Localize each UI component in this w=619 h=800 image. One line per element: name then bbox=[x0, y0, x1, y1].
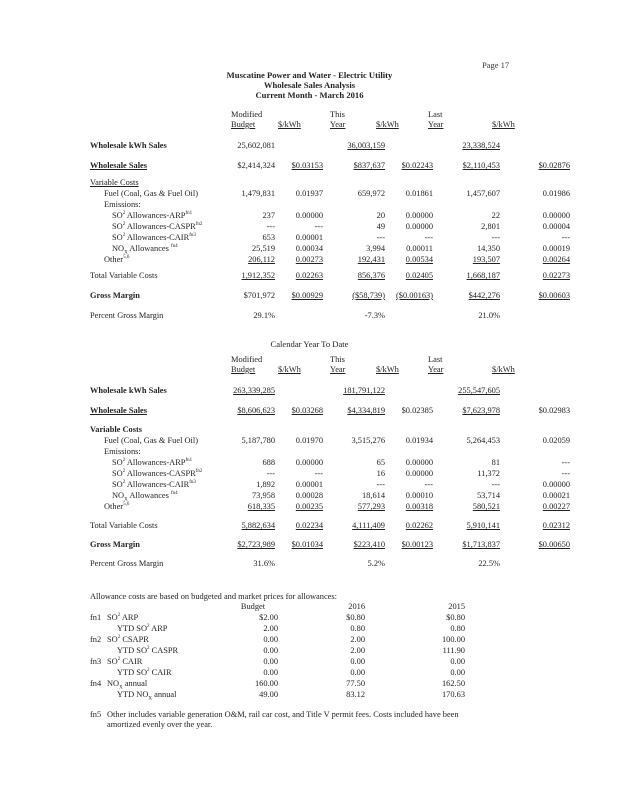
section-label-emissions bbox=[0, 446, 619, 457]
col-header-this-bottom: Year bbox=[330, 120, 346, 129]
cell-budget: 160.00 bbox=[254, 679, 278, 688]
cell-this-per-kwh: --- bbox=[424, 480, 433, 489]
col-header-this-top: This bbox=[330, 355, 345, 364]
cell-last-year: --- bbox=[491, 233, 500, 242]
cell-this-year: $4,334,819 bbox=[347, 406, 385, 415]
allowances-row-label: $SO^2$ CAIR bbox=[107, 657, 143, 666]
allowances-row bbox=[0, 623, 619, 634]
cell-last-per-kwh: 0.02312 bbox=[542, 521, 570, 530]
cell-this-per-kwh: 0.01861 bbox=[405, 189, 433, 198]
table-row-so2-caspr bbox=[0, 221, 619, 232]
cell-budget: 1,479,831 bbox=[241, 189, 275, 198]
cell-budget: 237 bbox=[262, 211, 275, 220]
cell-last-per-kwh: 0.01986 bbox=[542, 189, 570, 198]
cell-budget-per-kwh: 0.02263 bbox=[295, 271, 323, 280]
row-label: Wholesale kWh Sales bbox=[90, 141, 167, 150]
cell-2015: 162.50 bbox=[441, 679, 465, 688]
table-row-kwh-sales bbox=[0, 385, 619, 396]
cell-budget-per-kwh: 0.00028 bbox=[295, 491, 323, 500]
cell-2016: 0.00 bbox=[350, 657, 365, 666]
cell-this-per-kwh: 0.00000 bbox=[405, 469, 433, 478]
table-row-nox bbox=[0, 490, 619, 501]
cell-budget-per-kwh: $0.00929 bbox=[291, 291, 323, 300]
cell-last-per-kwh: 0.00019 bbox=[542, 244, 570, 253]
col-header-budget bbox=[231, 355, 262, 375]
table-row-pct-gross-margin bbox=[0, 310, 619, 321]
row-label: Wholesale Sales bbox=[90, 406, 147, 415]
section-label-emissions bbox=[0, 199, 619, 210]
row-label: $NO_X$ Allowances $^{fn4}$ bbox=[112, 491, 178, 503]
cell-this-year: --- bbox=[376, 480, 385, 489]
cell-last-year: $1,713,837 bbox=[462, 540, 500, 549]
cell-last-per-kwh: 0.02273 bbox=[542, 271, 570, 280]
col-header-budget-bottom: Budget bbox=[231, 120, 256, 129]
cell-this-year: 856,376 bbox=[357, 271, 385, 280]
col-header-per-kwh-1: $/kWh bbox=[278, 365, 301, 374]
cell-budget: --- bbox=[266, 222, 275, 231]
cell-last-year: 1,668,187 bbox=[466, 271, 500, 280]
cell-2016: 2.00 bbox=[350, 635, 365, 644]
row-label: Gross Margin bbox=[90, 540, 140, 549]
cell-this-year: 659,972 bbox=[357, 189, 385, 198]
col-header-budget-bottom: Budget bbox=[231, 365, 256, 374]
row-label: Other$^{5,6}$ bbox=[104, 502, 130, 511]
col-header-per-kwh-2: $/kWh bbox=[376, 120, 399, 129]
col-header-per-kwh-1: $/kWh bbox=[278, 120, 301, 129]
cell-budget: $701,972 bbox=[243, 291, 275, 300]
title-line-1: Muscatine Power and Water - Electric Utility bbox=[226, 70, 393, 80]
row-label: $SO^2$ Allowances-$CASPR^{fn2}$ bbox=[112, 222, 203, 231]
cell-budget-per-kwh: 0.00000 bbox=[295, 211, 323, 220]
col-header-this-bottom: Year bbox=[330, 365, 346, 374]
row-label: $SO^2$ Allowances-$CAIR^{fn3}$ bbox=[112, 233, 196, 242]
cell-this-per-kwh: 0.00000 bbox=[405, 458, 433, 467]
allowances-row bbox=[0, 645, 619, 656]
cell-budget: $8,606,623 bbox=[237, 406, 275, 415]
cell-this-per-kwh: 0.00318 bbox=[405, 502, 433, 511]
cell-2015: 170.63 bbox=[441, 690, 465, 699]
col-header-this-top: This bbox=[330, 110, 345, 119]
cell-2016: 2.00 bbox=[350, 646, 365, 655]
table-row-fuel bbox=[0, 435, 619, 446]
cell-budget-per-kwh: 0.00001 bbox=[295, 480, 323, 489]
cell-budget-per-kwh: 0.00001 bbox=[295, 233, 323, 242]
cell-budget: 618,335 bbox=[247, 502, 275, 511]
row-label: $NO_X$ Allowances $^{fn4}$ bbox=[112, 244, 178, 256]
cell-budget: 206,112 bbox=[248, 255, 275, 264]
allowances-row-label: YTD $SO^2$ ARP bbox=[117, 624, 168, 633]
allowances-row-label: $NO_X$ annual bbox=[107, 679, 148, 691]
cell-last-per-kwh: 0.00004 bbox=[542, 222, 570, 231]
cell-this-year: 16 bbox=[376, 469, 385, 478]
col-header-per-kwh-3: $/kWh bbox=[492, 120, 515, 129]
cell-this-per-kwh: 0.00000 bbox=[405, 222, 433, 231]
cell-this-year: 49 bbox=[376, 222, 385, 231]
allowances-row bbox=[0, 612, 619, 623]
cell-this-year: 65 bbox=[376, 458, 385, 467]
table-row-so2-arp bbox=[0, 457, 619, 468]
cell-last-year: --- bbox=[491, 480, 500, 489]
cell-last-year: 5,264,453 bbox=[466, 436, 500, 445]
cell-budget-per-kwh: --- bbox=[314, 469, 323, 478]
col-header-last-top: Last bbox=[428, 110, 443, 119]
col-header-last-bottom: Year bbox=[428, 365, 444, 374]
cell-this-year: 192,431 bbox=[357, 255, 385, 264]
cell-budget: 73,958 bbox=[251, 491, 275, 500]
col-header-budget-top: Modified bbox=[231, 355, 263, 364]
allowances-row bbox=[0, 656, 619, 667]
cell-budget: 5,882,634 bbox=[241, 521, 275, 530]
cell-budget: 25,602,081 bbox=[237, 141, 275, 150]
cell-budget: 0.00 bbox=[263, 646, 278, 655]
row-label: Total Variable Costs bbox=[90, 271, 158, 280]
cell-2016: 83.12 bbox=[346, 690, 365, 699]
cell-this-year: 5.2% bbox=[367, 559, 385, 568]
cell-this-per-kwh: $0.02385 bbox=[401, 406, 433, 415]
row-label: $SO^2$ Allowances-$CAIR^{fn3}$ bbox=[112, 480, 196, 489]
table-row-total-variable bbox=[0, 270, 619, 281]
cell-last-per-kwh: 0.00000 bbox=[542, 211, 570, 220]
cell-budget: 0.00 bbox=[263, 657, 278, 666]
table-row-total-variable bbox=[0, 520, 619, 531]
cell-budget-per-kwh: $0.03268 bbox=[291, 406, 323, 415]
row-label: Variable Costs bbox=[90, 425, 143, 434]
cell-this-year: $223,410 bbox=[353, 540, 385, 549]
cell-this-per-kwh: 0.00534 bbox=[405, 255, 433, 264]
report-title bbox=[0, 70, 619, 100]
cell-last-year: 1,457,607 bbox=[466, 189, 500, 198]
cell-budget: 0.00 bbox=[263, 635, 278, 644]
cell-budget-per-kwh: 0.02234 bbox=[295, 521, 323, 530]
cell-last-year: 22 bbox=[491, 211, 500, 220]
row-label: Percent Gross Margin bbox=[90, 311, 164, 320]
cell-last-year: 255,547,605 bbox=[458, 386, 500, 395]
cell-budget: 25,519 bbox=[251, 244, 275, 253]
cell-budget: 688 bbox=[262, 458, 275, 467]
cell-budget: 31.6% bbox=[253, 559, 275, 568]
cell-this-per-kwh: 0.00011 bbox=[406, 244, 433, 253]
cell-budget: $2.00 bbox=[259, 613, 278, 622]
cell-last-year: 81 bbox=[491, 458, 500, 467]
col-header-last-top: Last bbox=[428, 355, 443, 364]
cell-last-per-kwh: 0.02059 bbox=[542, 436, 570, 445]
cell-this-year: 18,614 bbox=[361, 491, 385, 500]
cell-last-per-kwh: 0.00227 bbox=[542, 502, 570, 511]
cell-last-year: 11,372 bbox=[477, 469, 500, 478]
row-label: Fuel (Coal, Gas & Fuel Oil) bbox=[104, 436, 198, 445]
row-label: $SO^2$ Allowances-$ARP^{fn1}$ bbox=[112, 211, 193, 220]
cell-last-year: 53,714 bbox=[476, 491, 500, 500]
cell-budget-per-kwh: 0.00235 bbox=[295, 502, 323, 511]
cell-budget: 263,339,285 bbox=[233, 386, 275, 395]
footnote-marker: fn3 bbox=[90, 657, 102, 666]
table-row-other bbox=[0, 254, 619, 265]
cell-last-year: 22.5% bbox=[478, 559, 500, 568]
cell-2015: 0.00 bbox=[450, 657, 465, 666]
cell-this-per-kwh: --- bbox=[424, 233, 433, 242]
table-row-gross-margin bbox=[0, 539, 619, 550]
cell-this-year: 181,791,122 bbox=[343, 386, 385, 395]
cell-last-per-kwh: --- bbox=[561, 233, 570, 242]
footnote-marker: fn5 bbox=[90, 710, 102, 719]
table-row-so2-cair bbox=[0, 479, 619, 490]
allowances-row bbox=[0, 689, 619, 700]
row-label: Fuel (Coal, Gas & Fuel Oil) bbox=[104, 189, 198, 198]
cell-2016: 0.00 bbox=[350, 668, 365, 677]
cell-budget-per-kwh: $0.01034 bbox=[291, 540, 323, 549]
cell-budget: 1,912,352 bbox=[241, 271, 275, 280]
cell-budget-per-kwh: 0.00273 bbox=[295, 255, 323, 264]
allowances-row-label: $SO^2$ CSAPR bbox=[107, 635, 149, 644]
cell-budget: 653 bbox=[262, 233, 275, 242]
cell-budget-per-kwh: --- bbox=[314, 222, 323, 231]
cell-this-per-kwh: $0.00123 bbox=[401, 540, 433, 549]
allowances-row bbox=[0, 634, 619, 645]
cell-this-year: 20 bbox=[376, 211, 385, 220]
cell-2016: 77.50 bbox=[346, 679, 365, 688]
cell-this-year: 3,515,276 bbox=[351, 436, 385, 445]
cell-last-per-kwh: $0.00650 bbox=[538, 540, 570, 549]
cell-this-per-kwh: 0.02262 bbox=[405, 521, 433, 530]
allowances-intro: Allowance costs are based on budgeted and market prices for allowances: bbox=[90, 592, 337, 601]
col-header-per-kwh-2: $/kWh bbox=[376, 365, 399, 374]
footnote-text: Other includes variable generation O&M, rail car cost, and Title V permit fees. Costs included have been amortized evenly over the year. bbox=[107, 710, 459, 729]
cell-last-per-kwh: --- bbox=[561, 469, 570, 478]
footnote-marker: fn2 bbox=[90, 635, 102, 644]
row-label: $SO^2$ Allowances-$ARP^{fn1}$ bbox=[112, 458, 193, 467]
row-label: Gross Margin bbox=[90, 291, 140, 300]
table-row-nox bbox=[0, 243, 619, 254]
page-number: Page 17 bbox=[482, 60, 510, 70]
table-row-sales bbox=[0, 160, 619, 171]
cell-budget: 29.1% bbox=[253, 311, 275, 320]
table-row-so2-caspr bbox=[0, 468, 619, 479]
allowances-header-2015: 2015 bbox=[448, 602, 465, 611]
row-label: Other$^{5,6}$ bbox=[104, 255, 130, 264]
col-header-last-bottom: Year bbox=[428, 120, 444, 129]
allowances-header-budget: Budget bbox=[240, 602, 266, 611]
footnote-marker: fn4 bbox=[90, 679, 102, 688]
table-row-kwh-sales bbox=[0, 140, 619, 151]
cell-2015: 0.80 bbox=[450, 624, 465, 633]
cell-this-year: $837,637 bbox=[353, 161, 385, 170]
col-header-per-kwh-3: $/kWh bbox=[492, 365, 515, 374]
cell-last-per-kwh: 0.00000 bbox=[542, 480, 570, 489]
table-row-so2-arp bbox=[0, 210, 619, 221]
cell-this-year: -7.3% bbox=[364, 311, 385, 320]
cell-last-year: $2,110,453 bbox=[462, 161, 500, 170]
cell-this-per-kwh: $0.02243 bbox=[401, 161, 433, 170]
col-header-budget bbox=[231, 110, 262, 130]
cell-budget: 1,892 bbox=[256, 480, 275, 489]
row-label: Wholesale Sales bbox=[90, 161, 147, 170]
cell-this-year: 577,293 bbox=[357, 502, 385, 511]
col-header-this-year bbox=[330, 110, 345, 130]
title-line-2: Wholesale Sales Analysis bbox=[263, 80, 356, 90]
cell-budget-per-kwh: 0.01937 bbox=[295, 189, 323, 198]
cell-last-year: 580,521 bbox=[472, 502, 500, 511]
cell-budget: 49.00 bbox=[259, 690, 278, 699]
cell-last-year: 5,910,141 bbox=[466, 521, 500, 530]
row-label: Emissions: bbox=[104, 447, 141, 456]
allowances-row-label: YTD $NO_X$ annual bbox=[117, 690, 177, 702]
row-label: Wholesale kWh Sales bbox=[90, 386, 167, 395]
cell-this-year: 36,003,159 bbox=[347, 141, 385, 150]
allowances-row bbox=[0, 667, 619, 678]
table-row-gross-margin bbox=[0, 290, 619, 301]
cell-this-per-kwh: 0.00010 bbox=[405, 491, 433, 500]
cell-this-per-kwh: 0.01934 bbox=[405, 436, 433, 445]
cell-2015: 111.90 bbox=[442, 646, 465, 655]
cell-budget: $2,723,989 bbox=[237, 540, 275, 549]
cell-this-year: ($58,739) bbox=[352, 291, 385, 300]
cell-budget-per-kwh: 0.00000 bbox=[295, 458, 323, 467]
section-label-variable-costs bbox=[0, 424, 619, 435]
row-label: Emissions: bbox=[104, 200, 141, 209]
cell-budget: 0.00 bbox=[263, 668, 278, 677]
row-label: Total Variable Costs bbox=[90, 521, 158, 530]
cell-last-year: $7,623,978 bbox=[462, 406, 500, 415]
cell-last-year: $442,276 bbox=[468, 291, 500, 300]
allowances-header-row bbox=[0, 601, 619, 612]
cell-last-per-kwh: --- bbox=[561, 458, 570, 467]
allowances-header-2016: 2016 bbox=[348, 602, 365, 611]
title-line-3: Current Month - March 2016 bbox=[255, 90, 364, 100]
allowances-row-label: YTD $SO^2$ CASPR bbox=[117, 646, 179, 655]
cell-budget: 2.00 bbox=[263, 624, 278, 633]
cell-last-year: 21.0% bbox=[478, 311, 500, 320]
cell-last-per-kwh: 0.00021 bbox=[542, 491, 570, 500]
cell-this-year: 4,111,409 bbox=[352, 521, 385, 530]
col-header-budget-top: Modified bbox=[231, 110, 263, 119]
footnote-marker: fn1 bbox=[90, 613, 102, 622]
cell-budget-per-kwh: 0.01970 bbox=[295, 436, 323, 445]
cell-2016: $0.80 bbox=[346, 613, 365, 622]
col-header-last-year bbox=[428, 355, 443, 375]
table-row-fuel bbox=[0, 188, 619, 199]
allowances-row-label: $SO^2$ ARP bbox=[107, 613, 139, 622]
cell-this-per-kwh: 0.00000 bbox=[405, 211, 433, 220]
cell-2015: 100.00 bbox=[441, 635, 465, 644]
row-label: Variable Costs bbox=[90, 178, 139, 187]
cell-this-per-kwh: ($0.00163) bbox=[396, 291, 433, 300]
cell-2015: 0.00 bbox=[450, 668, 465, 677]
ytd-section-title: Calendar Year To Date bbox=[270, 339, 349, 349]
table-row-other bbox=[0, 501, 619, 512]
cell-last-year: 193,507 bbox=[472, 255, 500, 264]
cell-2015: $0.80 bbox=[446, 613, 465, 622]
cell-last-year: 2,801 bbox=[481, 222, 500, 231]
cell-last-year: 23,338,524 bbox=[462, 141, 500, 150]
cell-budget-per-kwh: 0.00034 bbox=[295, 244, 323, 253]
cell-this-year: --- bbox=[376, 233, 385, 242]
table-row-sales bbox=[0, 405, 619, 416]
cell-budget: 5,187,780 bbox=[241, 436, 275, 445]
cell-this-per-kwh: 0.02405 bbox=[405, 271, 433, 280]
cell-last-per-kwh: $0.02983 bbox=[538, 406, 570, 415]
row-label: Percent Gross Margin bbox=[90, 559, 164, 568]
row-label: $SO^2$ Allowances-$CASPR^{fn2}$ bbox=[112, 469, 203, 478]
cell-last-year: 14,350 bbox=[476, 244, 500, 253]
table-row-pct-gross-margin bbox=[0, 558, 619, 569]
cell-last-per-kwh: 0.00264 bbox=[542, 255, 570, 264]
cell-last-per-kwh: $0.02876 bbox=[538, 161, 570, 170]
col-header-last-year bbox=[428, 110, 443, 130]
cell-last-per-kwh: $0.00603 bbox=[538, 291, 570, 300]
cell-this-year: 3,994 bbox=[366, 244, 385, 253]
table-row-so2-cair bbox=[0, 232, 619, 243]
cell-budget: $2,414,324 bbox=[237, 161, 275, 170]
cell-budget: --- bbox=[266, 469, 275, 478]
allowances-row bbox=[0, 678, 619, 689]
cell-2016: 0.80 bbox=[350, 624, 365, 633]
cell-budget-per-kwh: $0.03153 bbox=[291, 161, 323, 170]
allowances-row-label: YTD $SO^2$ CAIR bbox=[117, 668, 172, 677]
col-header-this-year bbox=[330, 355, 345, 375]
section-label-variable-costs bbox=[0, 177, 619, 188]
